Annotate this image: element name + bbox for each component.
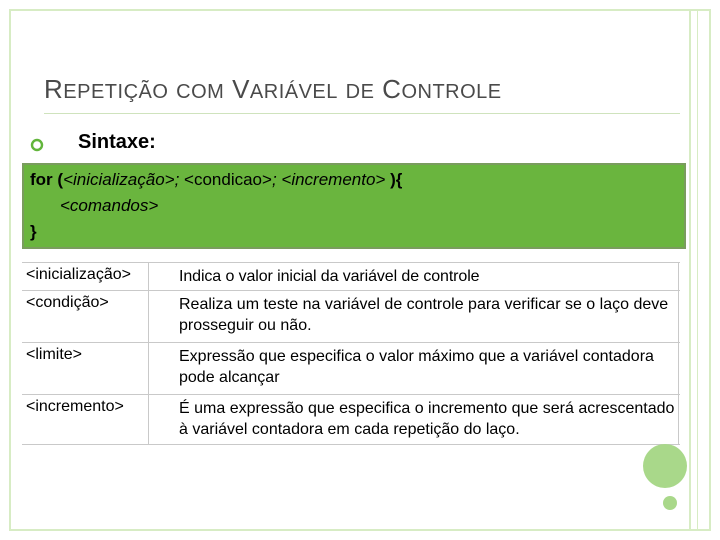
- title-word-1: EPETIÇÃO: [63, 81, 169, 103]
- title-cap-1: R: [44, 74, 64, 104]
- code-line-1: [30, 170, 402, 190]
- decorative-circle-large: [643, 444, 687, 488]
- decorative-circle-small: [663, 496, 677, 510]
- table-row: [22, 394, 680, 444]
- slide-title: [44, 74, 502, 105]
- title-word-2: COM: [176, 81, 225, 103]
- table-border-bottom: [22, 444, 680, 445]
- title-cap-3: V: [232, 74, 250, 104]
- code-for-keyword: for: [30, 170, 53, 189]
- row-desc: É uma expressão que especifica o incremento que será acrescentado à variável contadora em cada repetição do laço.: [179, 400, 675, 438]
- code-body: <comandos>: [60, 196, 159, 215]
- code-close: ){: [385, 170, 403, 189]
- row-term: <limite>: [26, 346, 83, 363]
- code-line-2: [60, 196, 158, 216]
- title-underline: [44, 113, 680, 114]
- frame-accent-line-inner: [697, 9, 698, 531]
- row-term: <condição>: [26, 294, 109, 311]
- row-desc: Expressão que especifica o valor máximo que a variável contadora pode alcançar: [179, 348, 654, 386]
- row-desc: Realiza um teste na variável de controle para verificar se o laço deve prosseguir ou não.: [179, 296, 669, 334]
- title-word-4: DE: [345, 81, 375, 103]
- code-end: }: [30, 222, 37, 241]
- code-init: <inicialização>: [63, 170, 175, 189]
- definitions-table: [22, 262, 680, 444]
- title-cap-5: C: [382, 74, 402, 104]
- syntax-code-box: [22, 163, 686, 249]
- table-row: [22, 342, 680, 394]
- code-cond: <condicao>: [184, 170, 272, 189]
- section-heading: Sintaxe:: [78, 131, 156, 153]
- code-incr: <incremento>: [281, 170, 386, 189]
- code-sep-2: ;: [271, 170, 282, 189]
- row-desc: Indica o valor inicial da variável de controle: [179, 268, 480, 285]
- table-row: [22, 262, 680, 290]
- row-term: <inicialização>: [26, 266, 131, 283]
- title-word-5: ONTROLE: [401, 81, 502, 103]
- table-row: [22, 290, 680, 342]
- row-term: <incremento>: [26, 398, 124, 415]
- code-open-paren: (: [52, 170, 64, 189]
- code-sep-1: ;: [174, 170, 185, 189]
- code-line-3: [30, 222, 37, 242]
- frame-accent-line: [689, 9, 691, 531]
- title-word-3: ARIÁVEL: [249, 81, 338, 103]
- ring-bullet-icon: [30, 138, 44, 152]
